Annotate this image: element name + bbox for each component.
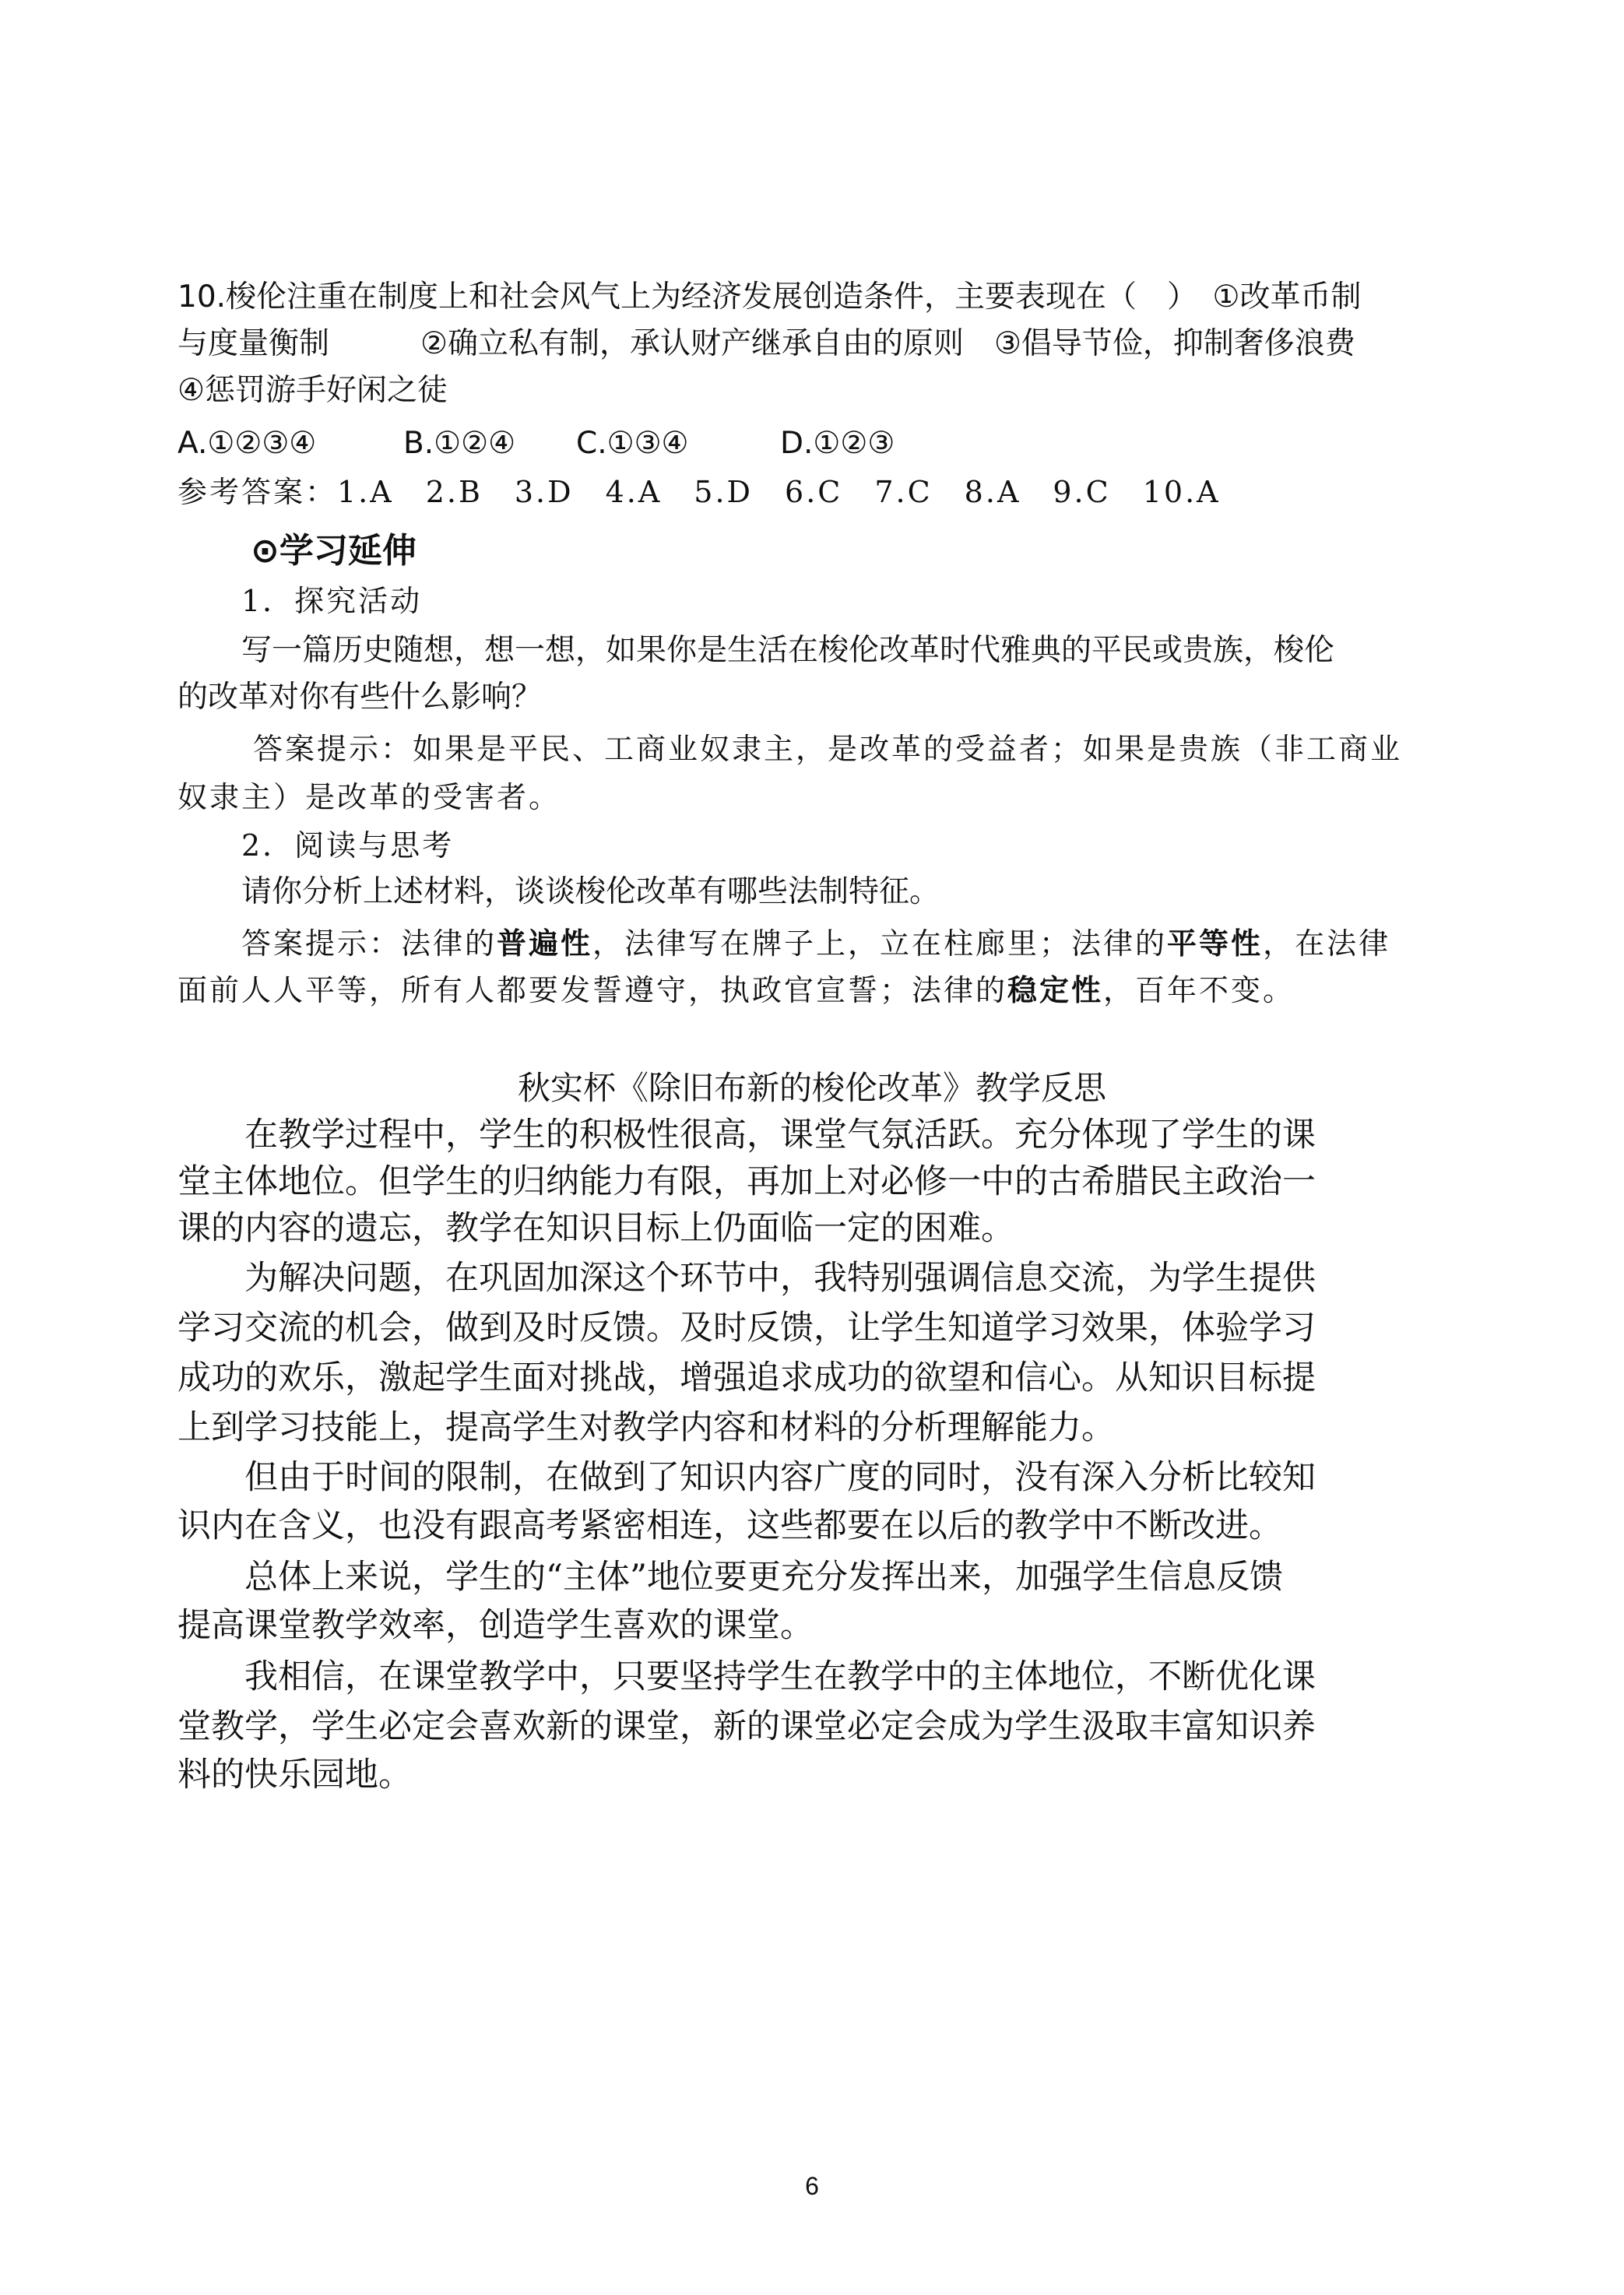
activity-1-text: 写一篇历史随想，想一想，如果你是生活在梭伦改革时代雅典的平民或贵族，梭伦 — [241, 633, 1335, 668]
option-d: D.①②③ — [780, 426, 895, 461]
activity-1-hint-cont: 奴隶主）是改革的受害者。 — [178, 780, 561, 814]
activity-2-text: 请你分析上述材料，谈谈梭伦改革有哪些法制特征。 — [241, 874, 940, 909]
hint-text: ，在法律 — [1263, 926, 1391, 961]
hint-keyword-stability: 稳定性 — [1007, 973, 1104, 1007]
reference-answers: 参考答案：1.A 2.B 3.D 4.A 5.D 6.C 7.C 8.A 9.C 10.A — [178, 475, 1221, 509]
question-10-line-2: 与度量衡制 ②确立私有制，承认财产继承自由的原则 ③倡导节俭，抑制奢侈浪费 — [178, 326, 1355, 361]
question-10-options — [178, 422, 895, 466]
reflection-line: 但由于时间的限制，在做到了知识内容广度的同时，没有深入分析比较知 — [178, 1458, 1316, 1497]
activity-2-hint-cont — [178, 968, 1295, 1012]
question-10-line-1: 10.梭伦注重在制度上和社会风气上为经济发展创造条件，主要表现在（ ） ①改革币制 — [178, 279, 1362, 315]
reflection-line: 为解决问题，在巩固加深这个环节中，我特别强调信息交流，为学生提供 — [178, 1259, 1316, 1298]
page-number: 6 — [805, 2172, 819, 2200]
hint-keyword-equality: 平等性 — [1167, 926, 1264, 961]
reflection-line: 成功的欢乐，激起学生面对挑战，增强追求成功的欲望和信心。从知识目标提 — [178, 1358, 1316, 1397]
option-a: A.①②③④ — [178, 426, 317, 461]
option-b: B.①②④ — [403, 426, 516, 461]
activity-2-hint — [241, 922, 1390, 965]
question-10-line-3: ④惩罚游手好闲之徒 — [178, 373, 448, 408]
reflection-line: 堂教学，学生必定会喜欢新的课堂，新的课堂必定会成为学生汲取丰富知识养 — [178, 1707, 1316, 1746]
reflection-line: 料的快乐园地。 — [178, 1756, 412, 1794]
activity-1-hint: 答案提示：如果是平民、工商业奴隶主，是改革的受益者；如果是贵族（非工商业 — [253, 732, 1403, 766]
reflection-line: 上到学习技能上，提高学生对教学内容和材料的分析理解能力。 — [178, 1408, 1115, 1447]
reflection-line: 识内在含义，也没有跟高考紧密相连，这些都要在以后的教学中不断改进。 — [178, 1506, 1282, 1545]
activity-1-text-cont: 的改革对你有些什么影响？ — [178, 680, 543, 715]
reflection-line: 总体上来说，学生的“主体”地位要更充分发挥出来，加强学生信息反馈 — [178, 1558, 1283, 1597]
option-c: C.①③④ — [576, 426, 689, 461]
hint-keyword-universality: 普遍性 — [497, 926, 593, 961]
reflection-line: 我相信，在课堂教学中，只要坚持学生在教学中的主体地位，不断优化课 — [178, 1657, 1316, 1696]
reflection-title: 秋实杯《除旧布新的梭伦改革》教学反思 — [517, 1069, 1106, 1107]
hint-text: 面前人人平等，所有人都要发誓遵守，执政官宣誓；法律的 — [178, 973, 1008, 1007]
hint-text: ，百年不变。 — [1103, 973, 1295, 1007]
reflection-line: 堂主体地位。但学生的归纳能力有限，再加上对必修一中的古希腊民主政治一 — [178, 1162, 1316, 1201]
reflection-line: 提高课堂教学效率，创造学生喜欢的课堂。 — [178, 1606, 814, 1645]
reflection-line: 学习交流的机会，做到及时反馈。及时反馈，让学生知道学习效果，体验学习 — [178, 1309, 1316, 1348]
reflection-line: 课的内容的遗忘，教学在知识目标上仍面临一定的困难。 — [178, 1209, 1014, 1248]
section-heading: ⊙学习延伸 — [251, 531, 417, 571]
reflection-line: 在教学过程中，学生的积极性很高，课堂气氛活跃。充分体现了学生的课 — [178, 1116, 1316, 1155]
activity-2-title: 2．阅读与思考 — [241, 828, 455, 863]
hint-text: 答案提示：法律的 — [241, 926, 497, 961]
activity-1-title: 1．探究活动 — [241, 584, 423, 618]
hint-text: ，法律写在牌子上，立在柱廊里；法律的 — [592, 926, 1168, 961]
